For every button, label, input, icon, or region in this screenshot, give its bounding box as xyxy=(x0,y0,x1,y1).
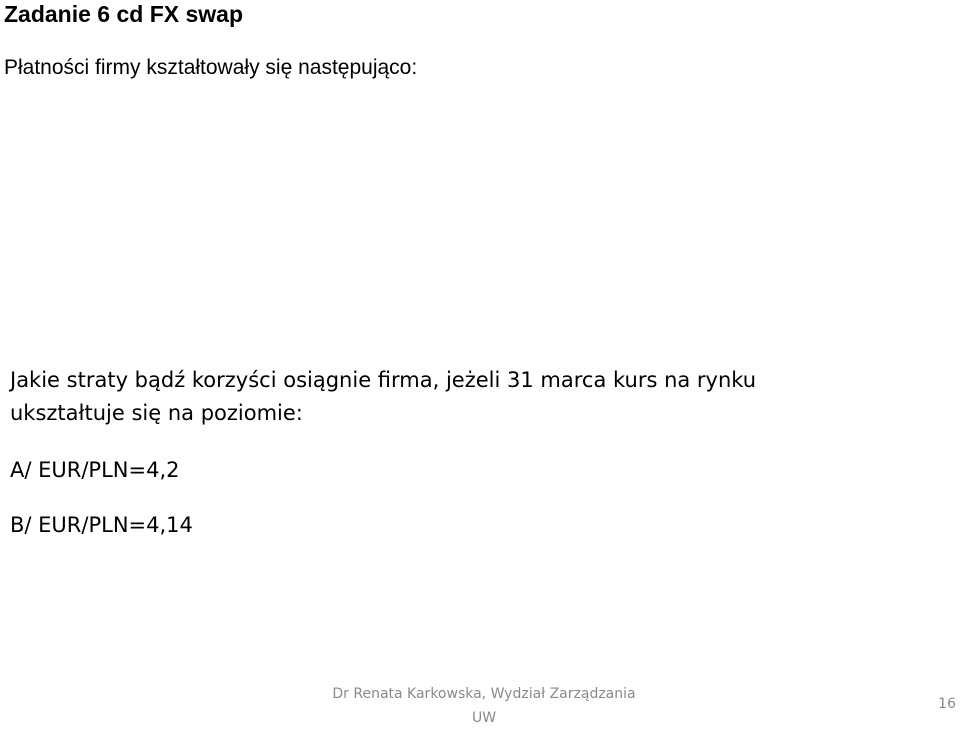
question-text xyxy=(10,364,910,430)
footer-author-line-1: Dr Renata Karkowska, Wydział Zarządzania xyxy=(332,686,636,702)
intro-text: Płatności firmy kształtowały się następująco: xyxy=(4,56,418,79)
question-line-1: Jakie straty bądź korzyści osiągnie firma, jeżeli 31 marca kurs na rynku xyxy=(10,368,757,392)
footer-author-line-2: UW xyxy=(471,710,497,726)
footer-author xyxy=(318,682,650,730)
slide-title: Zadanie 6 cd FX swap xyxy=(4,1,244,27)
page-number: 16 xyxy=(938,696,956,712)
option-b: B/ EUR/PLN=4,14 xyxy=(10,513,193,537)
option-a: A/ EUR/PLN=4,2 xyxy=(10,458,180,482)
question-line-2: ukształtuje się na poziomie: xyxy=(10,401,303,425)
